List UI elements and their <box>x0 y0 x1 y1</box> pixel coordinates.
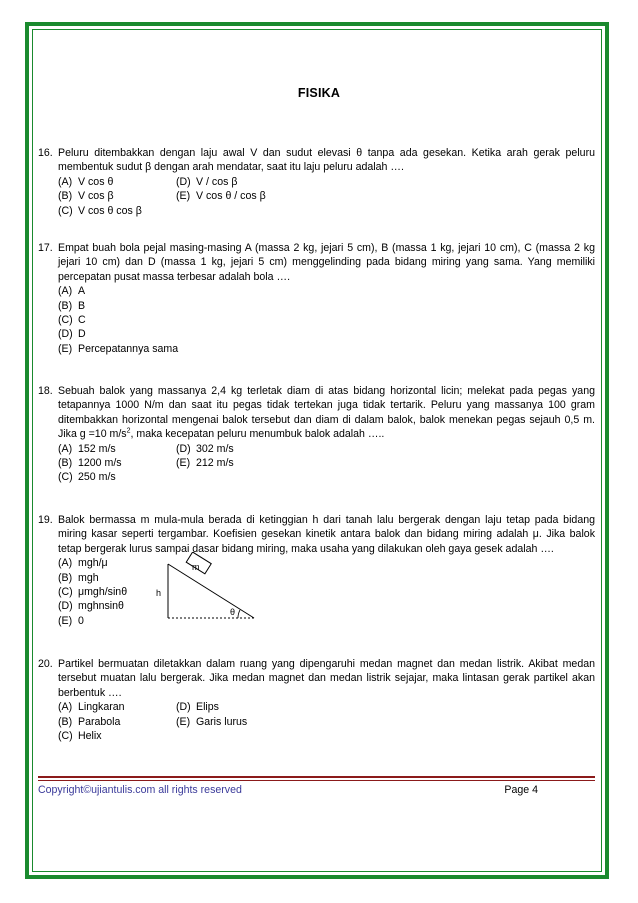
angle-label: θ <box>230 607 236 617</box>
question-stem: Empat buah bola pejal masing-masing A (massa 2 kg, jejari 5 cm), B (massa 1 kg, jejari 10 cm), C (massa 2 kg jejari 10 cm) dan D (massa 1 kg, jejari 5 cm) menggelinding pada bidang miring yang sama. Yang memiliki percepatan pusat massa terbesar adalah bola …. <box>58 242 595 283</box>
option-d: (D) V / cos β <box>176 175 238 188</box>
option-b: (B) Parabola <box>58 715 121 728</box>
option-e: (E) 212 m/s <box>176 457 234 470</box>
option-e: (E) 0 <box>58 614 84 627</box>
option-a: (A) Lingkaran <box>58 701 125 714</box>
mass-label: m <box>192 562 200 572</box>
option-a: (A) A <box>58 285 86 298</box>
option-e: (E) Garis lurus <box>176 715 248 728</box>
question-17 <box>38 241 595 356</box>
option-a: (A) V cos θ <box>58 175 114 188</box>
angle-arc <box>238 610 240 618</box>
question-16 <box>38 146 595 218</box>
question-number: 16. <box>38 147 53 159</box>
option-a: (A) mgh/μ <box>58 557 108 570</box>
question-number: 17. <box>38 242 53 254</box>
option-c: (C) μmgh/sinθ <box>58 586 128 598</box>
question-18 <box>38 384 595 485</box>
option-d: (D) Elips <box>176 701 219 714</box>
question-stem: Peluru ditembakkan dengan laju awal V dan sudut elevasi θ tanpa ada gesekan. Ketika arah gerak peluru membentuk sudut β dengan arah mendatar, saat itu laju peluru adalah …. <box>58 147 595 174</box>
footer-rule <box>38 776 595 778</box>
incline-surface <box>168 564 254 618</box>
question-19 <box>38 513 595 628</box>
option-b: (B) mgh <box>58 571 99 584</box>
question-20 <box>38 657 595 743</box>
option-c: (C) V cos θ cos β <box>58 204 142 217</box>
option-b: (B) B <box>58 299 86 312</box>
option-d: (D) 302 m/s <box>176 442 234 455</box>
height-label: h <box>156 588 162 598</box>
footer <box>38 784 538 796</box>
option-e: (E) Percepatannya sama <box>58 342 179 355</box>
question-stem: Balok bermassa m mula-mula berada di ketinggian h dari tanah lalu bergerak dengan laju tetap pada bidang miring kasar seperti tergambar. Koefisien gesekan kinetik antara balok dan bidang miring adalah μ. Jika balok tetap bergerak lurus sampai dasar bidang miring, maka usaha yang dilakukan oleh gaya gesek adalah …. <box>58 514 595 555</box>
question-stem: Partikel bermuatan diletakkan dalam ruang yang dipengaruhi medan magnet dan medan listrik. Akibat medan tersebut muatan lalu bergerak. Jika medan magnet dan medan listrik sejajar, maka lintasan gerak partikel akan berbentuk …. <box>58 658 595 699</box>
copyright-text: Copyright©ujiantulis.com all rights reserved <box>38 784 242 796</box>
option-e: (E) V cos θ / cos β <box>176 190 266 203</box>
option-b: (B) 1200 m/s <box>58 457 122 470</box>
question-number: 20. <box>38 658 53 670</box>
option-c: (C) Helix <box>58 730 102 742</box>
option-b: (B) V cos β <box>58 190 114 203</box>
question-stem: Sebuah balok yang massanya 2,4 kg terletak diam di atas bidang horizontal licin; melekat pada pegas yang tetapannya 1000 N/m dan saat itu pegas tidak tertekan juga tidak tertarik. Peluru yang massanya 100 gram ditembakkan horizontal mengenai balok tersebut dan diam di dalam balok, balok menekan pegas sejauh 0,5 m. Jika g =10 $m/s^2$, maka kecepatan peluru menumbuk balok adalah ….. <box>58 385 595 441</box>
option-d: (D) D <box>58 328 86 341</box>
page-title: FISIKA <box>297 86 341 100</box>
option-c: (C) 250 m/s <box>58 471 116 484</box>
option-c: (C) C <box>58 314 86 326</box>
question-number: 18. <box>38 385 53 397</box>
inclined-plane-diagram <box>150 552 270 627</box>
question-number: 19. <box>38 514 53 526</box>
footer-rule-thin <box>38 780 595 781</box>
page-number: Page 4 <box>504 784 538 796</box>
option-a: (A) 152 m/s <box>58 442 116 455</box>
option-d: (D) mghnsinθ <box>58 600 124 613</box>
